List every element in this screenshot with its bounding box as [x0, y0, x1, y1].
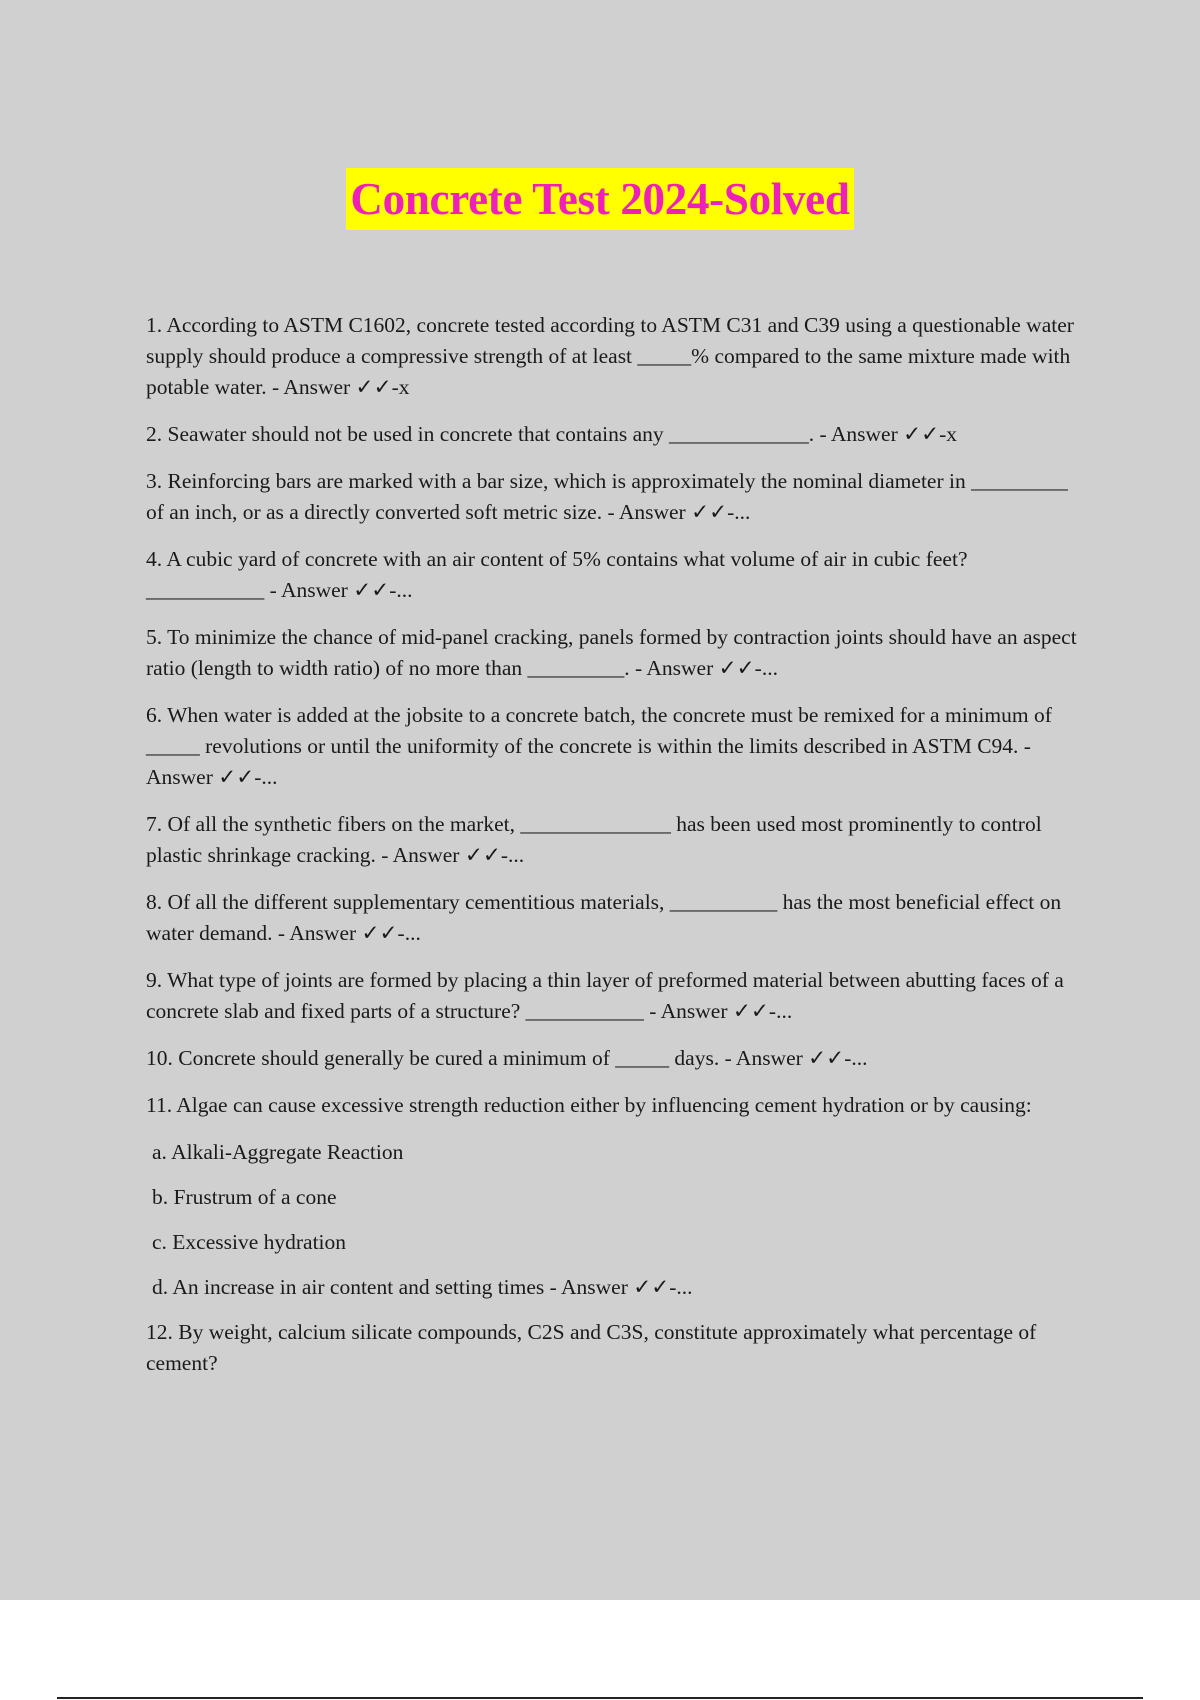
question-8: 8. Of all the different supplementary cementitious materials, __________ has the most beneficial effect on water demand. - Answer ✓✓-...	[146, 890, 1062, 945]
footer-divider	[57, 1697, 1143, 1699]
question-6: 6. When water is added at the jobsite to a concrete batch, the concrete must be remixed for a minimum of _____ revolutions or until the uniformity of the concrete is within the limits described in ASTM C94. - Answer ✓✓-...	[146, 703, 1052, 789]
question-10: 10. Concrete should generally be cured a minimum of _____ days. - Answer ✓✓-...	[146, 1046, 868, 1070]
question-1: 1. According to ASTM C1602, concrete tested according to ASTM C31 and C39 using a questionable water supply should produce a compressive strength of at least _____% compared to the same mixture made with potable water. - Answer ✓✓-x	[146, 313, 1074, 399]
title-container	[0, 168, 1200, 230]
question-list	[146, 310, 1091, 1395]
question-11-option-c: c. Excessive hydration	[152, 1230, 347, 1254]
question-9: 9. What type of joints are formed by placing a thin layer of preformed material between abutting faces of a concrete slab and fixed parts of a structure? ___________ - Answer ✓✓-...	[146, 968, 1064, 1023]
question-12: 12. By weight, calcium silicate compounds, C2S and C3S, constitute approximately what percentage of cement?	[146, 1320, 1037, 1375]
question-11-option-d: d. An increase in air content and setting times - Answer ✓✓-...	[152, 1275, 693, 1299]
question-11-option-b: b. Frustrum of a cone	[152, 1185, 337, 1209]
question-4: 4. A cubic yard of concrete with an air content of 5% contains what volume of air in cubic feet? ___________ - Answer ✓✓-...	[146, 547, 968, 602]
question-5: 5. To minimize the chance of mid-panel cracking, panels formed by contraction joints should have an aspect ratio (length to width ratio) of no more than _________. - Answer ✓✓-...	[146, 625, 1077, 680]
question-11-option-a: a. Alkali-Aggregate Reaction	[152, 1140, 404, 1164]
question-3: 3. Reinforcing bars are marked with a bar size, which is approximately the nominal diameter in _________ of an inch, or as a directly converted soft metric size. - Answer ✓✓-...	[146, 469, 1068, 524]
page-title: Concrete Test 2024-Solved	[346, 168, 853, 230]
question-2: 2. Seawater should not be used in concrete that contains any _____________. - Answer ✓✓-x	[146, 422, 958, 446]
question-11: 11. Algae can cause excessive strength reduction either by influencing cement hydration or by causing:	[146, 1093, 1032, 1117]
question-7: 7. Of all the synthetic fibers on the market, ______________ has been used most prominently to control plastic shrinkage cracking. - Answer ✓✓-...	[146, 812, 1042, 867]
